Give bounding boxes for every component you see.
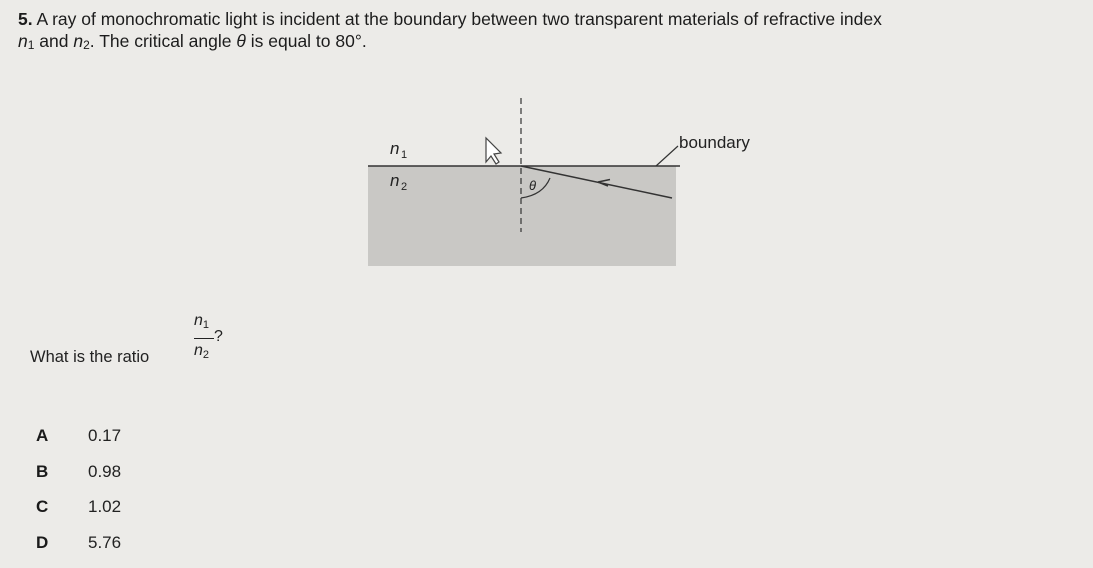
option-letter: D [36, 532, 49, 552]
is-equal-to-text: is equal to [250, 31, 331, 51]
option-letter: A [36, 426, 49, 445]
question-line-2 [18, 30, 1088, 54]
option-letter: C [36, 497, 49, 516]
critical-angle-text: . The critical angle [89, 31, 232, 51]
n1-subscript: 1 [27, 38, 35, 52]
option-value: 5.76 [88, 532, 122, 552]
fraction-denominator: n2 [194, 342, 210, 361]
n2-symbol: n [73, 31, 84, 51]
fraction-numerator: n1 [194, 312, 210, 331]
n2-subscript: 2 [83, 38, 90, 52]
n1-symbol: n [18, 31, 28, 51]
cursor-arrow-icon [486, 138, 501, 164]
question-mark: ? [214, 328, 223, 345]
diagram-label-n1: n [390, 139, 400, 158]
question-text [18, 8, 1088, 54]
lower-material [368, 166, 676, 266]
option-value: 1.02 [88, 497, 122, 516]
diagram-label-n1-sub: 1 [401, 149, 408, 161]
diagram-label-n2: n [390, 171, 400, 190]
fraction-bar [194, 338, 214, 339]
question-line-1 [18, 8, 1088, 30]
option-value: 0.98 [88, 461, 122, 481]
sentence-end: . [361, 31, 367, 51]
question-number: 5. [18, 9, 33, 29]
option-value: 0.17 [88, 426, 122, 445]
diagram-label-boundary: boundary [679, 133, 750, 152]
diagram-label-theta: θ [529, 178, 537, 193]
boundary-pointer [656, 146, 678, 166]
and-text: and [39, 31, 69, 51]
question-line1-text: A ray of monochromatic light is incident at the boundary between two transparent materials of refractive index [36, 9, 882, 29]
angle-value: 80° [335, 31, 362, 51]
ratio-question: What is the ratio [30, 348, 150, 366]
ratio-fraction [190, 308, 230, 378]
theta-symbol: θ [236, 31, 246, 51]
option-letter: B [36, 461, 49, 481]
refraction-diagram [360, 90, 780, 280]
diagram-label-n2-sub: 2 [401, 181, 408, 193]
